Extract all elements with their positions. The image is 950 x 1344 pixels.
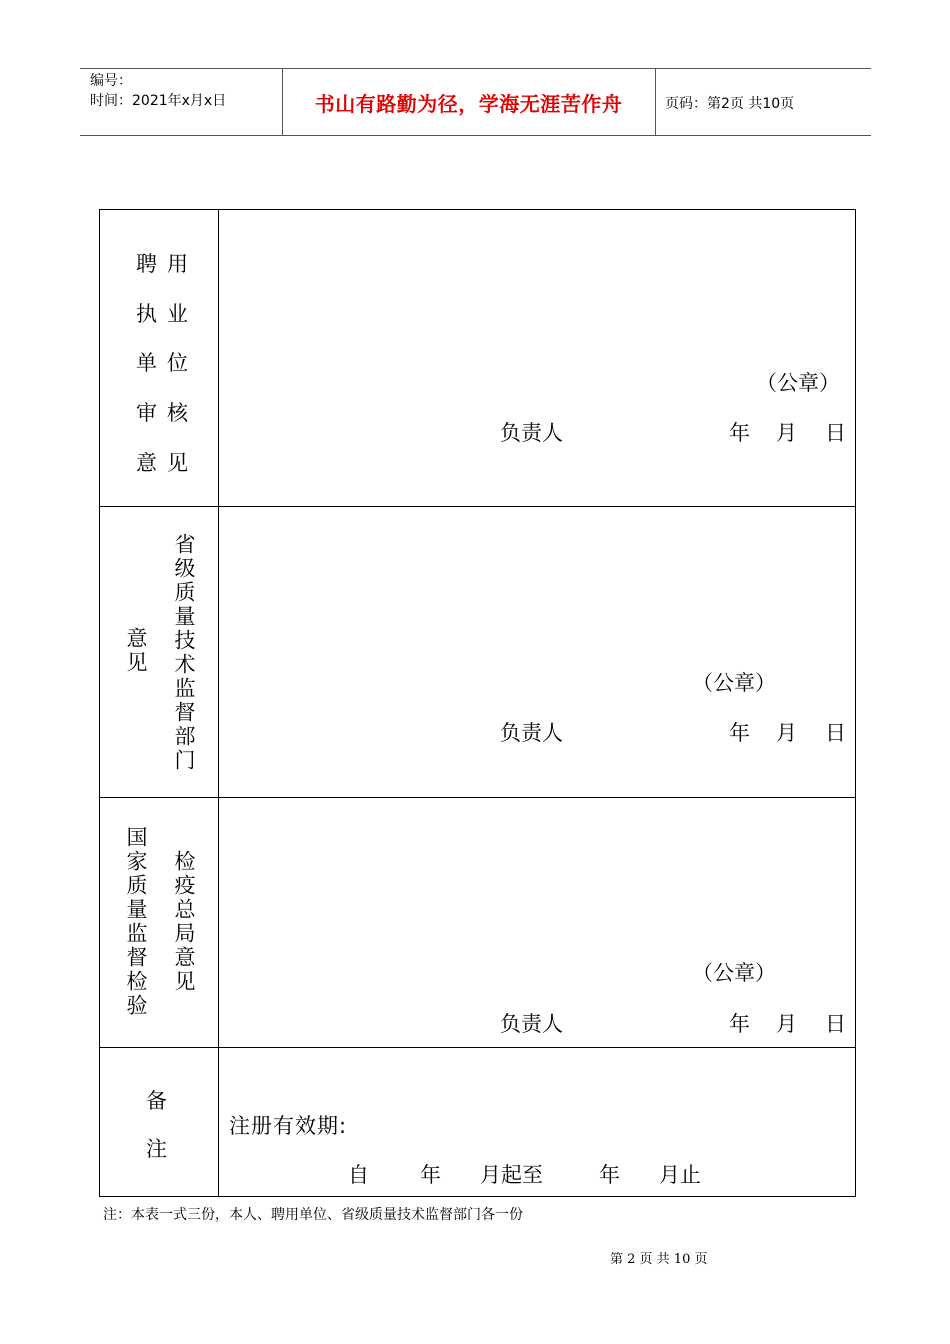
provincial-label-col1: 省级质量技术监督部门	[172, 533, 196, 773]
seal-placeholder: （公章）	[692, 961, 776, 985]
seal-placeholder: （公章）	[692, 671, 776, 695]
employer-label-line: 执业	[136, 302, 198, 326]
seal-placeholder: （公章）	[756, 371, 840, 395]
header-divider	[655, 68, 656, 135]
validity-period-label: 注册有效期:	[229, 1114, 348, 1138]
month-end-label: 月止	[659, 1163, 701, 1187]
header-top-rule	[80, 68, 871, 69]
form-note: 注：本表一式三份，本人、聘用单位、省级质量技术监督部门各一份	[103, 1207, 523, 1223]
month-label: 月	[776, 1012, 797, 1036]
page-label: 页码：第2页 共10页	[665, 96, 795, 112]
from-label: 自	[348, 1163, 369, 1187]
row-divider	[99, 506, 856, 507]
national-label-col2: 国家质量监督检验	[124, 826, 148, 1018]
remarks-label: 备	[146, 1089, 167, 1113]
employer-label-line: 审核	[136, 401, 198, 425]
national-label-col1: 检疫总局意见	[172, 850, 196, 994]
employer-label-line: 单位	[136, 351, 198, 375]
year-label: 年	[729, 721, 750, 745]
year-label: 年	[729, 1012, 750, 1036]
page-footer: 第 2 页 共 10 页	[610, 1252, 708, 1267]
serial-label: 编号：	[90, 73, 132, 89]
time-label: 时间：2021年x月x日	[90, 93, 227, 109]
month-label: 月	[776, 421, 797, 445]
motto-text: 书山有路勤为径，学海无涯苦作舟	[314, 92, 623, 116]
day-label: 日	[825, 1012, 846, 1036]
year-label: 年	[420, 1163, 441, 1187]
month-start-label: 月起至	[480, 1163, 543, 1187]
month-label: 月	[776, 721, 797, 745]
year-label: 年	[599, 1163, 620, 1187]
row-divider	[99, 797, 856, 798]
header-bottom-rule	[80, 135, 871, 136]
responsible-person-label: 负责人	[500, 421, 563, 445]
day-label: 日	[825, 421, 846, 445]
responsible-person-label: 负责人	[500, 1012, 563, 1036]
provincial-label-col2: 意见	[124, 627, 148, 675]
row-divider	[99, 1047, 856, 1048]
remarks-label: 注	[146, 1137, 167, 1161]
day-label: 日	[825, 721, 846, 745]
approval-form-table	[99, 209, 856, 1197]
year-label: 年	[729, 421, 750, 445]
employer-label-line: 聘用	[136, 252, 198, 276]
employer-label-line: 意见	[136, 451, 198, 475]
label-column-divider	[218, 209, 219, 1197]
responsible-person-label: 负责人	[500, 721, 563, 745]
